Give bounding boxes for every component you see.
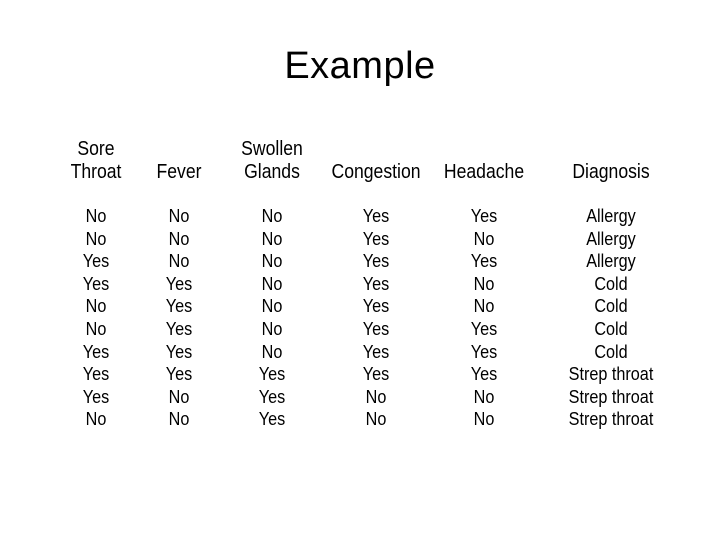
table-cell-congestion: Yes bbox=[362, 251, 390, 272]
table-cell-fever: No bbox=[168, 251, 190, 272]
table-cell-sore-throat: No bbox=[85, 228, 107, 249]
table-cell-sore-throat: Yes bbox=[82, 251, 110, 272]
table-cell-sore-throat: No bbox=[85, 206, 107, 226]
table-cell-fever: Yes bbox=[165, 296, 193, 317]
table-cell-diagnosis: Strep throat bbox=[568, 386, 654, 407]
table-cell-swollen-glands: No bbox=[261, 251, 283, 272]
table-cell-sore-throat: Yes bbox=[82, 386, 110, 407]
table-cell-fever: No bbox=[168, 206, 190, 226]
table-cell-headache: Yes bbox=[470, 319, 498, 339]
table-cell-headache: Yes bbox=[470, 206, 498, 226]
table-cell-sore-throat: No bbox=[85, 296, 107, 317]
table-cell-swollen-glands: Yes bbox=[258, 364, 286, 385]
table-cell-headache: Yes bbox=[470, 251, 498, 272]
table-cell-congestion: No bbox=[365, 386, 387, 407]
table-cell-headache: No bbox=[473, 386, 495, 407]
table-cell-headache: No bbox=[473, 409, 495, 430]
table-cell-diagnosis: Strep throat bbox=[568, 364, 654, 385]
table-cell-sore-throat: Yes bbox=[82, 273, 110, 294]
table-cell-congestion: Yes bbox=[362, 319, 390, 339]
table-cell-congestion: Yes bbox=[362, 273, 390, 294]
table-cell-congestion: Yes bbox=[362, 228, 390, 249]
table-cell-swollen-glands: No bbox=[261, 228, 283, 249]
table-cell-sore-throat: Yes bbox=[82, 341, 110, 362]
table-cell-congestion: No bbox=[365, 409, 387, 430]
table-cell-fever: Yes bbox=[165, 364, 193, 385]
table-cell-diagnosis: Allergy bbox=[586, 228, 636, 249]
table-cell-swollen-glands: No bbox=[261, 296, 283, 317]
table-cell-congestion: Yes bbox=[362, 296, 390, 317]
table-cell-headache: No bbox=[473, 273, 495, 294]
table-cell-diagnosis: Allergy bbox=[586, 251, 636, 272]
table-cell-fever: No bbox=[168, 409, 190, 430]
slide-title: Example bbox=[284, 45, 436, 87]
table-cell-swollen-glands: Yes bbox=[258, 386, 286, 407]
table-cell-headache: Yes bbox=[470, 341, 498, 362]
table-cell-diagnosis: Cold bbox=[594, 341, 628, 362]
column-header-headache: Headache bbox=[443, 161, 525, 183]
table-cell-congestion: Yes bbox=[362, 206, 390, 226]
column-header-swollen-glands: Swollen Glands bbox=[241, 138, 303, 183]
table-cell-fever: Yes bbox=[165, 273, 193, 294]
table-cell-fever: No bbox=[168, 386, 190, 407]
column-header-congestion: Congestion bbox=[331, 161, 421, 183]
table-cell-swollen-glands: No bbox=[261, 273, 283, 294]
table-cell-sore-throat: Yes bbox=[82, 364, 110, 385]
table-cell-diagnosis: Cold bbox=[594, 319, 628, 339]
table-cell-diagnosis: Allergy bbox=[586, 206, 636, 226]
table-cell-fever: No bbox=[168, 228, 190, 249]
column-header-diagnosis: Diagnosis bbox=[572, 161, 650, 183]
table-cell-congestion: Yes bbox=[362, 364, 390, 385]
table-cell-diagnosis: Cold bbox=[594, 296, 628, 317]
column-header-sore-throat: Sore Throat bbox=[70, 138, 122, 183]
table-cell-sore-throat: No bbox=[85, 409, 107, 430]
table-cell-sore-throat: No bbox=[85, 319, 107, 339]
table-cell-congestion: Yes bbox=[362, 341, 390, 362]
table-cell-headache: Yes bbox=[470, 364, 498, 385]
column-header-fever: Fever bbox=[156, 161, 202, 183]
table-cell-fever: Yes bbox=[165, 319, 193, 339]
table-cell-swollen-glands: No bbox=[261, 206, 283, 226]
table-cell-headache: No bbox=[473, 296, 495, 317]
table-cell-swollen-glands: Yes bbox=[258, 409, 286, 430]
table-cell-swollen-glands: No bbox=[261, 341, 283, 362]
table-cell-diagnosis: Cold bbox=[594, 273, 628, 294]
table-cell-headache: No bbox=[473, 228, 495, 249]
table-cell-diagnosis: Strep throat bbox=[568, 409, 654, 430]
table-cell-swollen-glands: No bbox=[261, 319, 283, 339]
table-cell-fever: Yes bbox=[165, 341, 193, 362]
